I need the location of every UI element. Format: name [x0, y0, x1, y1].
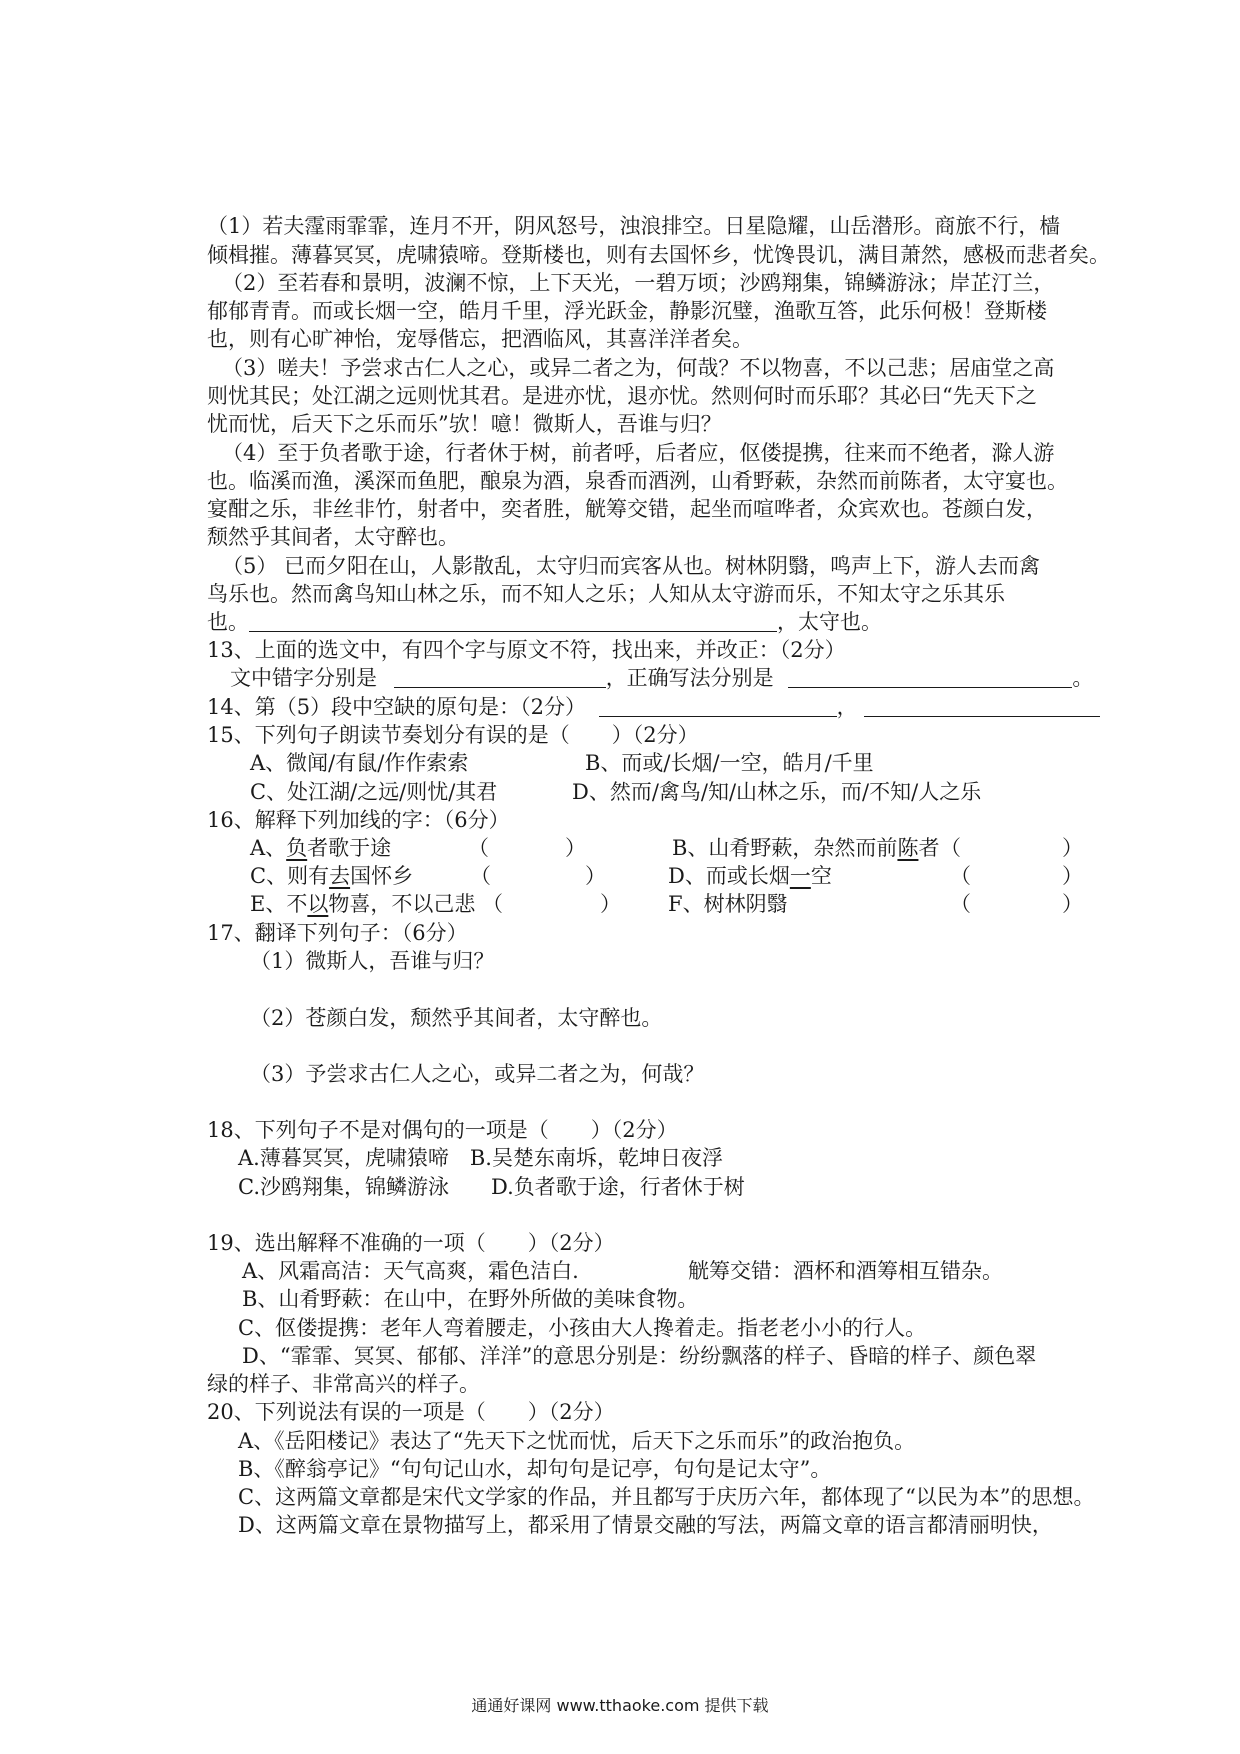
- q16-b-prefix: B、山肴野蔌，杂然而前: [672, 836, 898, 860]
- q13-blank-correct[interactable]: [788, 667, 1072, 688]
- q16-a-paren-close: ）: [565, 836, 586, 860]
- passage-p3-line1: （3）嗟夫！予尝求古仁人之心，或异二者之为，何哉？不以物喜，不以己悲；居庙堂之高: [222, 356, 1055, 380]
- passage-p4-line4: 颓然乎其间者，太守醉也。: [207, 525, 459, 549]
- q16-a-suffix: 者歌于途: [307, 836, 392, 860]
- q16-e-paren-close: ）: [600, 892, 621, 916]
- q16-c-paren-open: （: [470, 864, 491, 888]
- q19-stem: 19、选出解释不准确的一项（ ）（2分）: [207, 1231, 615, 1255]
- q16-c-paren-close: ）: [585, 864, 606, 888]
- q16-a-underlined: 负: [286, 836, 308, 860]
- q16-f-paren-close: ）: [1062, 892, 1083, 916]
- q19-option-d-2: 绿的样子、非常高兴的样子。: [207, 1372, 480, 1396]
- passage-p1-line2: 倾楫摧。薄暮冥冥，虎啸猿啼。登斯楼也，则有去国怀乡，忧馋畏讥，满目萧然，感极而悲者矣。: [207, 243, 1110, 267]
- q14-blank-1[interactable]: [599, 696, 837, 717]
- passage-p4-line2: 也。临溪而渔，溪深而鱼肥，酿泉为酒，泉香而酒洌，山肴野蔌，杂然而前陈者，太守宴也。: [207, 469, 1068, 493]
- q16-d-paren-close: ）: [1062, 864, 1083, 888]
- q13-answer-line: [230, 665, 1093, 691]
- q16-e-paren-open: （: [482, 892, 503, 916]
- q16-c-underlined: 去: [329, 864, 351, 888]
- q15-option-b: B、而或/长烟/一空，皓月/千里: [585, 751, 874, 775]
- q17-stem: 17、翻译下列句子：（6分）: [207, 921, 468, 945]
- q15-stem: 15、下列句子朗读节奏划分有误的是（ ）（2分）: [207, 723, 699, 747]
- q16-d-paren-open: （: [950, 864, 971, 888]
- q16-f-paren-open: （: [950, 892, 971, 916]
- q20-option-d: D、这两篇文章在景物描写上，都采用了情景交融的写法，两篇文章的语言都清丽明快，: [238, 1513, 1053, 1537]
- passage-p5-line3: [207, 609, 882, 635]
- q20-option-b: B、《醉翁亭记》“句句记山水，却句句是记亭，句句是记太守”。: [238, 1457, 832, 1481]
- q14-stem: 14、第（5）段中空缺的原句是：（2分）: [207, 695, 586, 719]
- q16-b-paren-close: ）: [1062, 836, 1083, 860]
- q18-stem: 18、下列句子不是对偶句的一项是（ ）（2分）: [207, 1118, 678, 1142]
- q16-a-prefix: A、: [250, 836, 287, 860]
- q16-b-underlined: 陈: [897, 836, 919, 860]
- passage-p4-line1: （4）至于负者歌于途，行者休于树，前者呼，后者应，伛偻提携，往来而不绝者，滁人游: [222, 441, 1055, 465]
- passage-p5-line2: 鸟乐也。然而禽鸟知山林之乐，而不知人之乐；人知从太守游而乐，不知太守之乐其乐: [207, 582, 1005, 606]
- q14-comma: ，: [836, 695, 858, 719]
- passage-p5-line3-start: 也。: [207, 610, 249, 634]
- passage-p4-line3: 宴酣之乐，非丝非竹，射者中，奕者胜，觥筹交错，起坐而喧哗者，众宾欢也。苍颜白发，: [207, 497, 1047, 521]
- q13-blank-wrong[interactable]: [394, 667, 606, 688]
- q20-stem: 20、下列说法有误的一项是（ ）（2分）: [207, 1400, 615, 1424]
- q13-period: 。: [1072, 666, 1094, 690]
- q19-option-a-2: 觥筹交错：酒杯和酒筹相互错杂。: [688, 1259, 1003, 1283]
- q14-blank-2[interactable]: [864, 696, 1100, 717]
- passage-p1-line1: （1）若夫霪雨霏霏，连月不开，阴风怒号，浊浪排空。日星隐耀，山岳潜形。商旅不行，樯: [207, 214, 1061, 238]
- q16-item-b: [672, 835, 939, 861]
- q19-option-d-1: D、“霏霏、冥冥、郁郁、洋洋”的意思分别是：纷纷飘落的样子、昏暗的样子、颜色翠: [242, 1344, 1037, 1368]
- q16-e-underlined: 以: [307, 892, 329, 916]
- passage-p2-line3: 也，则有心旷神怡，宠辱偕忘，把酒临风，其喜洋洋者矣。: [207, 327, 753, 351]
- passage-p2-line2: 郁郁青青。而或长烟一空，皓月千里，浮光跃金，静影沉璧，渔歌互答，此乐何极！登斯楼: [207, 299, 1047, 323]
- q20-option-a: A、《岳阳楼记》表达了“先天下之忧而忧，后天下之乐而乐”的政治抱负。: [238, 1429, 916, 1453]
- q15-option-c: C、处江湖/之远/则忧/其君: [250, 780, 498, 804]
- q16-e-prefix: E、不: [250, 892, 308, 916]
- q17-sentence-1: （1）微斯人，吾谁与归？: [250, 949, 495, 973]
- q18-options-ab: A.薄暮冥冥，虎啸猿啼 B.吴楚东南坼，乾坤日夜浮: [238, 1146, 723, 1170]
- passage-p3-line2: 则忧其民；处江湖之远则忧其君。是进亦忧，退亦忧。然则何时而乐耶？其必曰“先天下之: [207, 384, 1037, 408]
- q16-item-a: [250, 835, 391, 861]
- q16-item-e: [250, 891, 475, 917]
- q13-label-correct: ，正确写法分别是: [605, 666, 774, 690]
- q16-stem: 16、解释下列加线的字：（6分）: [207, 808, 510, 832]
- q16-e-suffix: 物喜，不以己悲: [328, 892, 476, 916]
- q19-option-c: C、伛偻提携：老年人弯着腰走，小孩由大人搀着走。指老老小小的行人。: [238, 1316, 927, 1340]
- q16-d-suffix: 空: [810, 864, 832, 888]
- q16-c-prefix: C、则有: [250, 864, 330, 888]
- passage-p3-line3: 忧而忧，后天下之乐而乐”欤！噫！微斯人，吾谁与归？: [207, 412, 722, 436]
- q16-item-c: [250, 863, 413, 889]
- q20-option-c: C、这两篇文章都是宋代文学家的作品，并且都写于庆历六年，都体现了“以民为本”的思想。: [238, 1485, 1095, 1509]
- q19-option-a-1: A、风霜高洁：天气高爽，霜色洁白.: [242, 1259, 579, 1283]
- page-footer: 通通好课网 www.tthaoke.com 提供下载: [471, 1696, 769, 1715]
- q16-d-underlined: 一: [789, 864, 811, 888]
- q19-option-b: B、山肴野蔌：在山中，在野外所做的美味食物。: [242, 1287, 699, 1311]
- q16-a-paren-open: （: [468, 836, 489, 860]
- q16-d-prefix: D、而或长烟: [668, 864, 790, 888]
- q14-line: [207, 694, 1100, 720]
- q16-c-suffix: 国怀乡: [350, 864, 414, 888]
- q16-item-d: [668, 863, 832, 889]
- q15-option-d: D、然而/禽鸟/知/山林之乐，而/不知/人之乐: [572, 780, 982, 804]
- passage-p5-line1: （5） 已而夕阳在山，人影散乱，太守归而宾客从也。树林阴翳，鸣声上下，游人去而禽: [222, 554, 1041, 578]
- passage-p2-line1: （2）至若春和景明，波澜不惊，上下天光，一碧万顷；沙鸥翔集，锦鳞游泳；岸芷汀兰，: [222, 271, 1055, 295]
- q16-b-paren-open: （: [940, 836, 961, 860]
- q13-label-wrong: 文中错字分别是: [230, 666, 377, 690]
- q13-stem: 13、上面的选文中，有四个字与原文不符，找出来，并改正：（2分）: [207, 638, 846, 662]
- q17-sentence-3: （3）予尝求古仁人之心，或异二者之为，何哉？: [250, 1062, 705, 1086]
- passage-p5-line3-end: ，太守也。: [777, 610, 882, 634]
- q15-option-a: A、微闻/有鼠/作作索索: [250, 751, 469, 775]
- q18-options-cd: C.沙鸥翔集，锦鳞游泳 D.负者歌于途，行者休于树: [238, 1175, 745, 1199]
- q16-item-f: F、树林阴翳: [668, 892, 788, 916]
- q16-b-suffix: 者: [918, 836, 940, 860]
- answer-blank-p5[interactable]: [249, 611, 777, 632]
- q17-sentence-2: （2）苍颜白发，颓然乎其间者，太守醉也。: [250, 1006, 663, 1030]
